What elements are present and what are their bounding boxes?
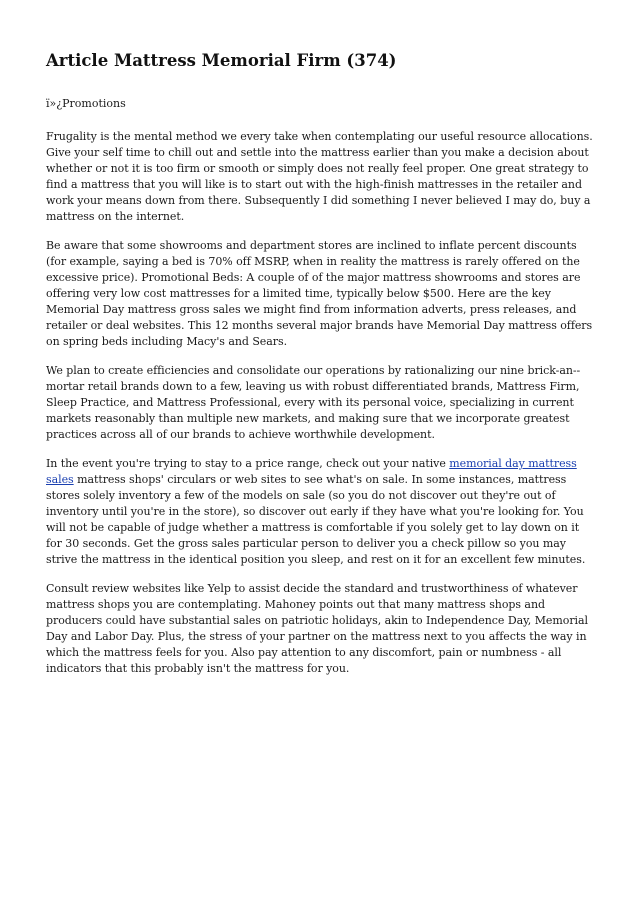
- paragraph-4: [46, 456, 598, 568]
- article-title: Article Mattress Memorial Firm (374): [46, 51, 397, 70]
- paragraph-3: We plan to create efficiencies and consolidate our operations by rationalizing our nine brick-an--mortar retail brands down to a few, leaving us with robust differentiated brands, Mattress Firm, Sleep Practice, and Mattress Professional, every with its personal voice, specializing in current markets reasonably than multiple new markets, and making sure that we incorporate greatest practices across all of our brands to achieve worthwhile development.: [46, 364, 581, 441]
- paragraph-1: Frugality is the mental method we every take when contemplating our useful resource allocations. Give your self time to chill out and settle into the mattress earlier than you make a decision about whether or not it is too firm or smooth or simply does not really feel proper. One great strategy to find a mattress that you will like is to start out with the high-finish mattresses in the retailer and work your means down from there. Subsequently I did something I never believed I may do, buy a mattress on the internet.: [46, 130, 593, 223]
- paragraph-2: Be aware that some showrooms and department stores are inclined to inflate percent discounts (for example, saying a bed is 70% off MSRP, when in reality the mattress is rarely offered on the excessive price). Promotional Beds: A couple of of the major mattress showrooms and stores are offering very low cost mattresses for a limited time, typically below $500. Here are the key Memorial Day mattress gross sales we might find from information adverts, press releases, and retailer or deal websites. This 12 months several major brands have Memorial Day mattress offers on spring beds including Macy's and Sears.: [46, 239, 593, 348]
- paragraph-4-text-after: mattress shops' circulars or web sites to see what's on sale. In some instances, mattress stores solely inventory a few of the models on sale (so you do not discover out they're out of inventory until you're in the store), so discover out early if they have what you're looking for. You will not be capable of judge whether a mattress is comfortable if you solely get to lay down on it for 30 seconds. Get the gross sales particular person to deliver you a check pillow so you may strive the mattress in the identical position you sleep, and rest on it for an excellent few minutes.: [46, 473, 586, 566]
- document-page: [46, 50, 598, 690]
- paragraph-5: Consult review websites like Yelp to assist decide the standard and trustworthiness of whatever mattress shops you are contemplating. Mahoney points out that many mattress shops and producers could have substantial sales on patriotic holidays, akin to Independence Day, Memorial Day and Labor Day. Plus, the stress of your partner on the mattress next to you affects the way in which the mattress feels for you. Also pay attention to any discomfort, pain or numbness - all indicators that this probably isn't the mattress for you.: [46, 582, 588, 675]
- paragraph-4-text-before: In the event you're trying to stay to a price range, check out your native: [46, 457, 450, 470]
- article-subtitle: ï»¿Promotions: [46, 97, 126, 110]
- memorial-day-mattress-sales-link[interactable]: memorial day mattress sales: [46, 457, 577, 486]
